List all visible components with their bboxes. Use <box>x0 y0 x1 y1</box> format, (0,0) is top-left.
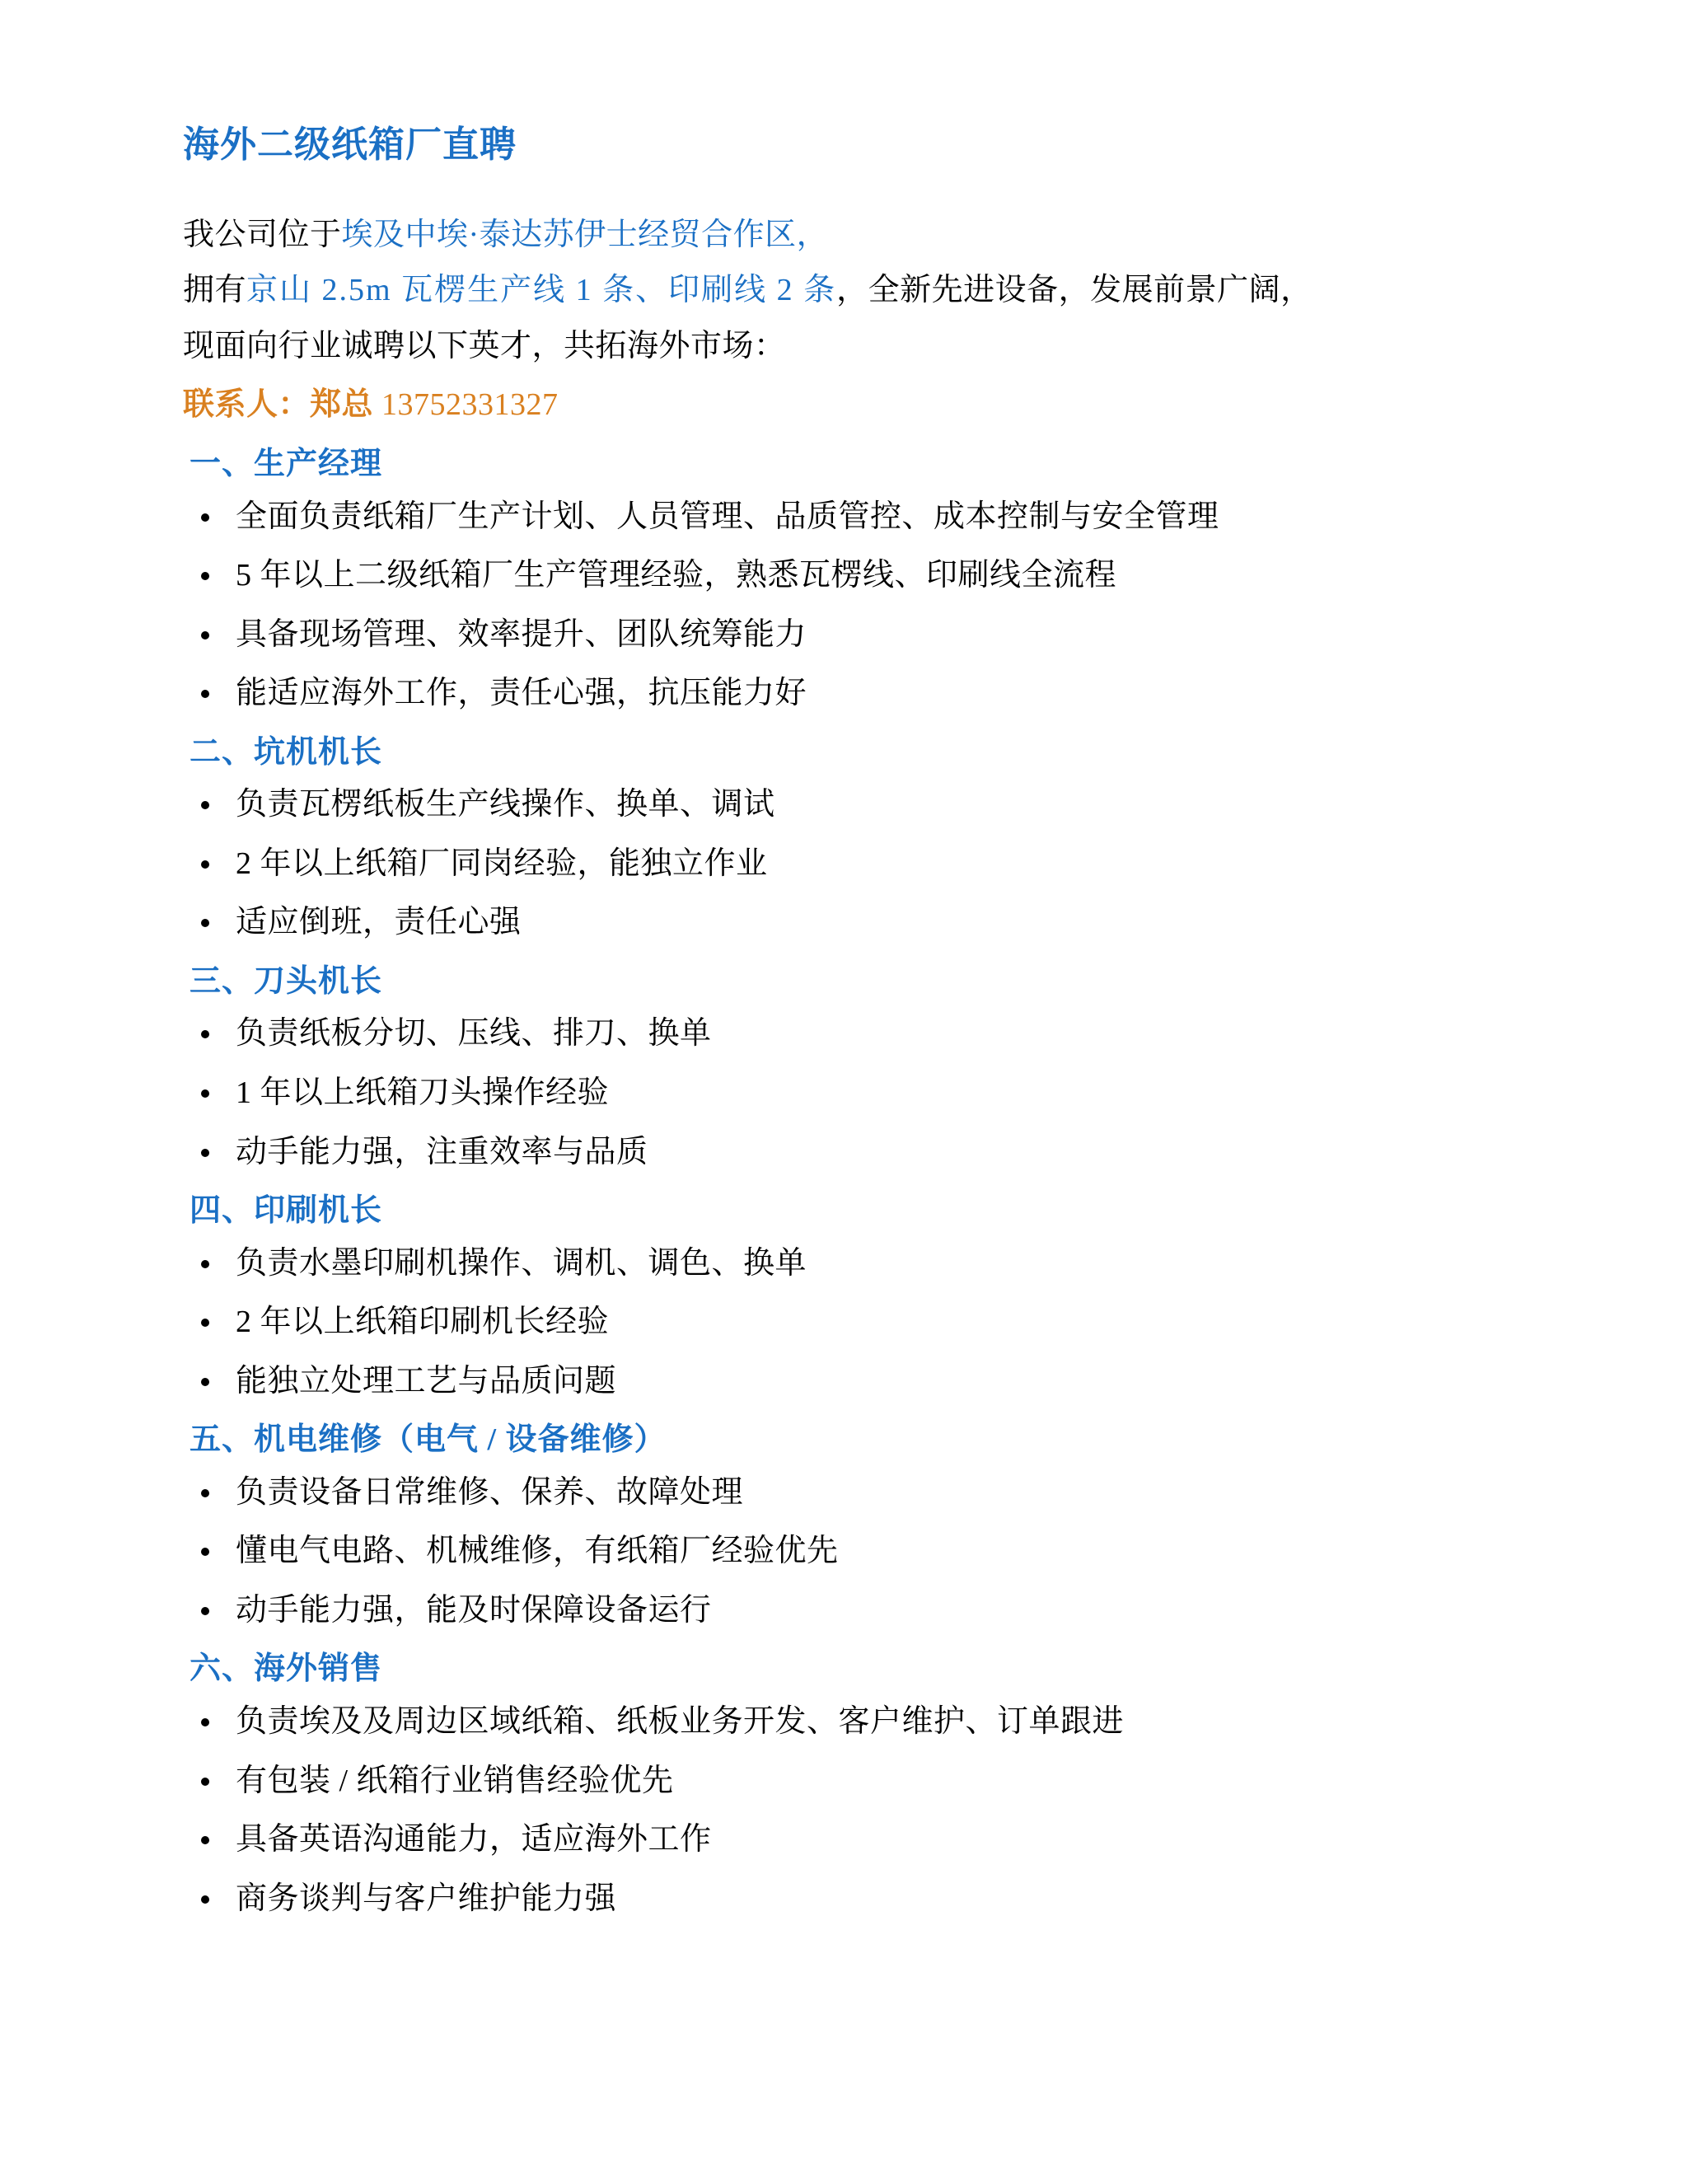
list-item: 能独立处理工艺与品质问题 <box>183 1356 1576 1408</box>
section-heading-5: 五、机电维修（电气 / 设备维修） <box>190 1422 667 1458</box>
section-list-3 <box>183 1009 1576 1178</box>
list-item: 负责瓦楞纸板生产线操作、换单、调试 <box>183 780 1576 831</box>
list-item: 有包装 / 纸箱行业销售经验优先 <box>183 1756 1576 1807</box>
intro-line-2-highlight: 京山 2.5m 瓦楞生产线 1 条、印刷线 2 条 <box>246 273 837 308</box>
list-item: 负责设备日常维修、保养、故障处理 <box>183 1468 1576 1519</box>
list-item: 适应倒班，责任心强 <box>183 897 1576 949</box>
section-heading-1: 一、生产经理 <box>190 446 383 481</box>
contact-phone[interactable]: 13752331327 <box>381 387 559 423</box>
list-item: 全面负责纸箱厂生产计划、人员管理、品质管控、成本控制与安全管理 <box>183 492 1576 543</box>
list-item: 负责埃及及周边区域纸箱、纸板业务开发、客户维护、订单跟进 <box>183 1697 1576 1748</box>
intro-line-3: 现面向行业诚聘以下英才，共拓海外市场： <box>183 328 786 363</box>
list-item: 2 年以上纸箱厂同岗经验，能独立作业 <box>183 839 1576 890</box>
section-list-5 <box>183 1468 1576 1637</box>
contact-label: 联系人： <box>183 387 311 423</box>
intro-line-2-prefix: 拥有 <box>183 273 247 308</box>
list-item: 负责纸板分切、压线、排刀、换单 <box>183 1009 1576 1060</box>
list-item: 动手能力强，能及时保障设备运行 <box>183 1586 1576 1637</box>
section-list-1 <box>183 492 1576 719</box>
list-item: 2 年以上纸箱印刷机长经验 <box>183 1297 1576 1348</box>
list-item: 1 年以上纸箱刀头操作经验 <box>183 1068 1576 1119</box>
list-item: 商务谈判与客户维护能力强 <box>183 1874 1576 1925</box>
intro-line-1-highlight: 埃及中埃·泰达苏伊士经贸合作区， <box>341 217 829 252</box>
section-list-4 <box>183 1239 1576 1408</box>
contact-line <box>183 380 1576 431</box>
page-title: 海外二级纸箱厂直聘 <box>183 124 517 165</box>
list-item: 具备现场管理、效率提升、团队统筹能力 <box>183 610 1576 661</box>
section-heading-6: 六、海外销售 <box>190 1651 383 1687</box>
list-item: 能适应海外工作，责任心强，抗压能力好 <box>183 668 1576 719</box>
section-list-6 <box>183 1697 1576 1924</box>
contact-person: 郑总 <box>310 387 374 423</box>
intro-line-1 <box>183 210 1576 261</box>
section-list-2 <box>183 780 1576 949</box>
section-heading-2: 二、坑机机长 <box>190 734 383 770</box>
section-heading-4: 四、印刷机长 <box>190 1193 383 1229</box>
intro-line-2-suffix: ，全新先进设备，发展前景广阔， <box>836 273 1313 308</box>
list-item: 懂电气电路、机械维修，有纸箱厂经验优先 <box>183 1526 1576 1577</box>
section-heading-3: 三、刀头机长 <box>190 963 383 999</box>
intro-line-1-prefix: 我公司位于 <box>183 217 342 252</box>
list-item: 动手能力强，注重效率与品质 <box>183 1127 1576 1178</box>
list-item: 负责水墨印刷机操作、调机、调色、换单 <box>183 1239 1576 1290</box>
list-item: 具备英语沟通能力，适应海外工作 <box>183 1815 1576 1866</box>
intro-line-2 <box>183 265 1576 316</box>
list-item: 5 年以上二级纸箱厂生产管理经验，熟悉瓦楞线、印刷线全流程 <box>183 550 1576 602</box>
